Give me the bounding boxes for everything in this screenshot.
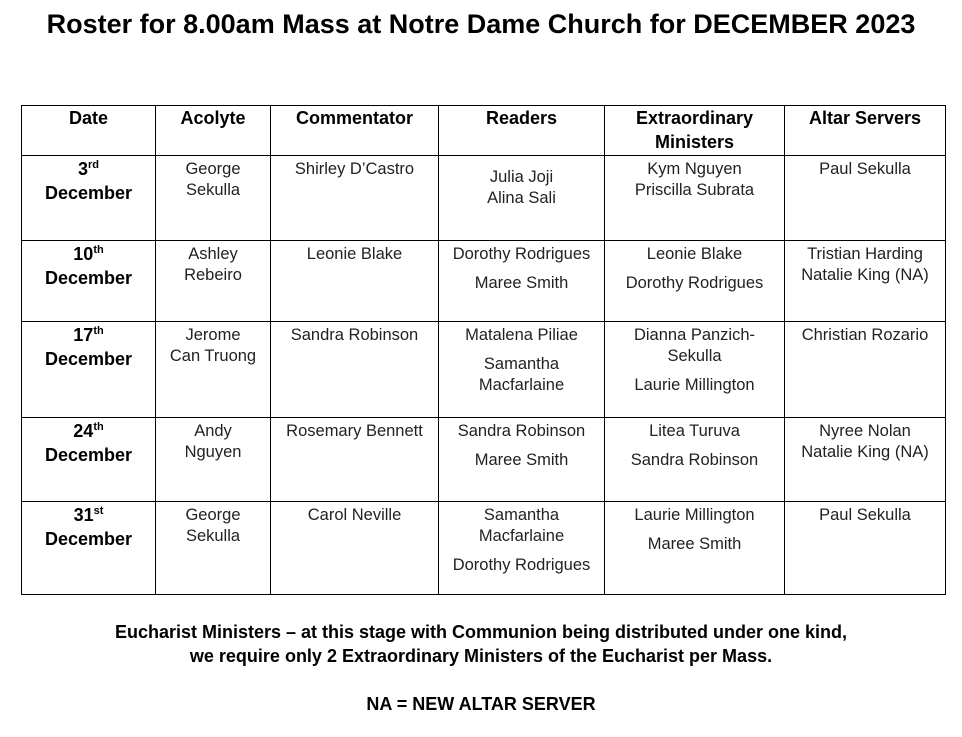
day-number: 24 [73,421,94,441]
ministers-cell [605,418,785,502]
column-header-label: Extraordinary [635,108,754,128]
person-name: Kym Nguyen [647,160,742,178]
person-name: Natalie King (NA) [801,266,929,284]
day-suffix: st [93,505,104,517]
person-name: Jerome [185,326,241,344]
person-name: Laurie Millington [634,506,755,524]
person-name: Dianna Panzich- [633,326,756,344]
day-number: 17 [73,325,94,345]
readers-cell [439,418,605,502]
person-name: Can Truong [169,347,257,365]
month: December [44,349,133,369]
person-name: Sandra Robinson [630,451,759,469]
person-name: Andy [194,422,232,440]
column-header-readers: Readers [439,106,605,156]
month: December [44,268,133,288]
ministers-cell [605,322,785,418]
person-name: Sandra Robinson [457,422,586,440]
person-name: Rebeiro [184,266,242,284]
column-header-acolyte: Acolyte [156,106,271,156]
person-name: Maree Smith [474,451,569,469]
person-name: Nguyen [184,443,242,461]
person-name: Alina Sali [487,189,556,207]
person-name: Maree Smith [474,274,569,292]
date-cell [22,502,156,595]
person-name: Leonie Blake [646,245,743,263]
roster-table [21,105,946,595]
day-suffix: th [93,244,104,256]
column-header-altar-servers: Altar Servers [785,106,946,156]
person-name: Nyree Nolan [819,422,911,440]
table-row [22,156,946,241]
acolyte-cell [156,241,271,322]
footer-note-line-1: Eucharist Ministers – at this stage with Communion being distributed under one kind, [114,622,848,642]
altar-servers-cell [785,418,946,502]
page-title: Roster for 8.00am Mass at Notre Dame Church for DECEMBER 2023 [46,9,916,39]
person-name: Macfarlaine [478,376,565,394]
acolyte-cell [156,322,271,418]
person-name: Priscilla Subrata [634,181,755,199]
person-name: Dorothy Rodrigues [625,274,764,292]
date-cell [22,241,156,322]
footer-note-line-2: we require only 2 Extraordinary Ministers of the Eucharist per Mass. [189,646,773,666]
date-cell [22,322,156,418]
table-row [22,241,946,322]
person-name: Rosemary Bennett [286,422,423,440]
altar-servers-cell [785,322,946,418]
month: December [44,183,133,203]
column-header-extraordinary-ministers [605,106,785,156]
person-name: Dorothy Rodrigues [452,556,591,574]
person-name: Laurie Millington [634,376,755,394]
person-name: Sekulla [667,347,722,365]
readers-cell [439,502,605,595]
altar-servers-cell [785,156,946,241]
date-cell [22,418,156,502]
acolyte-cell [156,156,271,241]
commentator-cell [271,156,439,241]
person-name: Sekulla [185,181,241,199]
person-name: George [185,160,241,178]
person-name: George [185,506,241,524]
person-name: Leonie Blake [306,245,403,263]
readers-cell [439,241,605,322]
person-name: Matalena Piliae [465,326,578,344]
person-name: Samantha [483,506,560,524]
commentator-cell [271,502,439,595]
column-header-commentator: Commentator [271,106,439,156]
ministers-cell [605,156,785,241]
person-name: Shirley D’Castro [294,160,415,178]
acolyte-cell [156,418,271,502]
person-name: Samantha [483,355,560,373]
column-header-date: Date [22,106,156,156]
altar-servers-cell [785,241,946,322]
footer-legend: NA = NEW ALTAR SERVER [366,694,596,714]
day-number: 10 [73,244,94,264]
person-name: Tristian Harding [807,245,923,263]
person-name: Christian Rozario [801,326,929,344]
person-name: Sekulla [185,527,241,545]
person-name: Ashley [188,245,238,263]
day-number: 3 [77,159,88,179]
commentator-cell [271,322,439,418]
table-row [22,502,946,595]
day-suffix: th [93,421,104,433]
day-number: 31 [73,505,94,525]
column-header-label: Ministers [654,132,735,152]
person-name: Maree Smith [647,535,742,553]
person-name: Dorothy Rodrigues [452,245,591,263]
person-name: Paul Sekulla [819,506,911,524]
month: December [44,445,133,465]
date-cell [22,156,156,241]
table-row [22,322,946,418]
header-row [22,106,946,156]
person-name: Paul Sekulla [819,160,911,178]
readers-cell [439,156,605,241]
person-name: Julia Joji [489,168,554,186]
commentator-cell [271,241,439,322]
person-name: Macfarlaine [478,527,565,545]
commentator-cell [271,418,439,502]
ministers-cell [605,502,785,595]
person-name: Sandra Robinson [290,326,419,344]
person-name: Litea Turuva [649,422,740,440]
day-suffix: rd [88,159,99,171]
readers-cell [439,322,605,418]
ministers-cell [605,241,785,322]
person-name: Natalie King (NA) [801,443,929,461]
altar-servers-cell [785,502,946,595]
month: December [44,529,133,549]
person-name: Carol Neville [307,506,402,524]
acolyte-cell [156,502,271,595]
table-row [22,418,946,502]
day-suffix: th [93,325,104,337]
